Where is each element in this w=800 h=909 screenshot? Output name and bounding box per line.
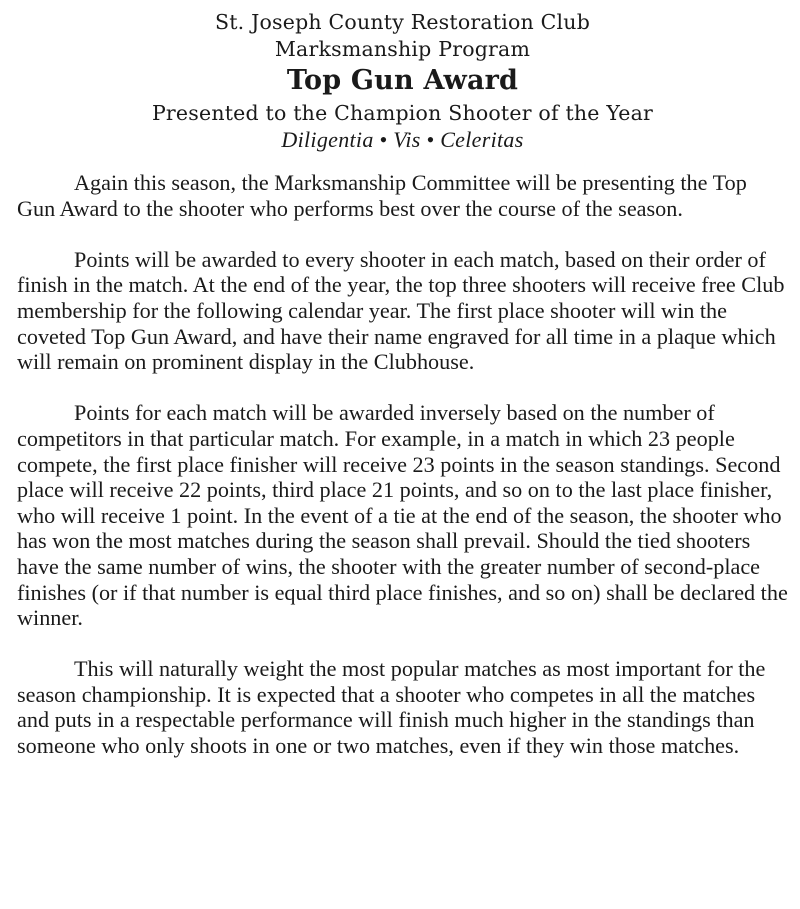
document-header	[17, 8, 788, 153]
document-body	[17, 170, 788, 759]
award-subtitle: Presented to the Champion Shooter of the Year	[151, 101, 654, 125]
award-title: Top Gun Award	[286, 65, 519, 96]
motto: Diligentia • Vis • Celeritas	[281, 127, 524, 152]
paragraph-weighting: This will naturally weight the most popular matches as most important for the season championship. It is expected that a shooter who competes in all the matches and puts in a respectable performance will finish much higher in the standings than someone who only shoots in one or two matches, even if they win those matches.	[17, 656, 766, 759]
paragraph-points-awarding: Points will be awarded to every shooter in each match, based on their order of finish in the match. At the end of the year, the top three shooters will receive free Club membership for the following calendar year. The first place shooter will win the coveted Top Gun Award, and have their name engraved for all time in a plaque which will remain on prominent display in the Clubhouse.	[17, 246, 785, 375]
program-name: Marksmanship Program	[274, 37, 531, 61]
paragraph-intro: Again this season, the Marksmanship Committee will be presenting the Top Gun Award to the shooter who performs best over the course of the season.	[17, 170, 747, 221]
paragraph-scoring-rules: Points for each match will be awarded inversely based on the number of competitors in that particular match. For example, in a match in which 23 people compete, the first place finisher will receive 23 points in the season standings. Second place will receive 22 points, third place 21 points, and so on to the last place finisher, who will receive 1 point. In the event of a tie at the end of the season, the shooter who has won the most matches during the season shall prevail. Should the tied shooters have the same number of wins, the shooter with the greater number of second-place finishes (or if that number is equal third place finishes, and so on) shall be declared the winner.	[17, 400, 788, 631]
organization-name: St. Joseph County Restoration Club	[214, 10, 591, 34]
